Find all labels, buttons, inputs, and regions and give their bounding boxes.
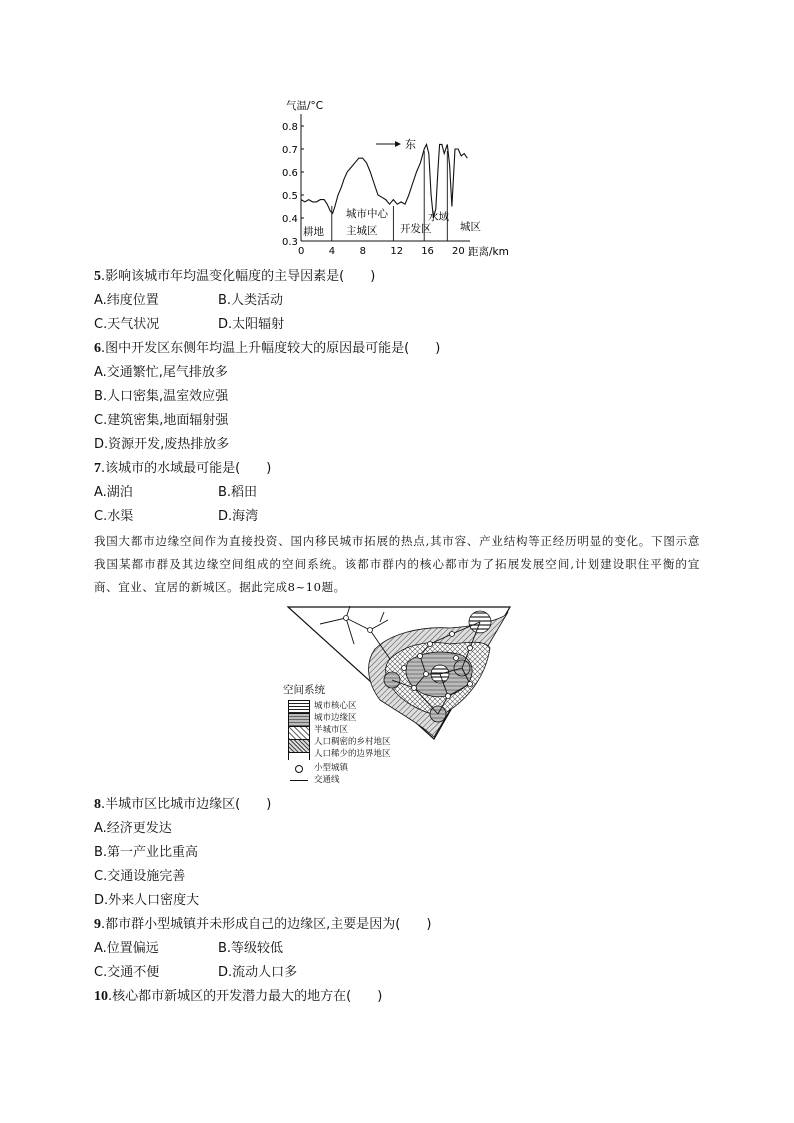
y-tick-label: 0.6 — [282, 168, 298, 179]
legend-town: 小型城镇 — [314, 763, 349, 773]
x-tick-label: 4 — [328, 246, 336, 257]
east-label: 东 — [405, 138, 416, 151]
q9-option-b[interactable]: B.等级较低 — [218, 941, 284, 956]
town-symbol-icon — [295, 765, 303, 773]
question-7: 7.该城市的水域最可能是( ) — [94, 461, 272, 476]
q5-option-b[interactable]: B.人类活动 — [218, 293, 284, 308]
x-tick-label: 20 — [452, 246, 465, 257]
zone-dev-label: 开发区 — [400, 223, 432, 235]
y-tick-label: 0.7 — [282, 145, 298, 156]
zone-water-label: 水域 — [428, 211, 449, 223]
question-6: 6.图中开发区东侧年均温上升幅度较大的原因最可能是( ) — [94, 341, 441, 356]
q8-option-b[interactable]: B.第一产业比重高 — [94, 845, 199, 860]
x-axis-label: 距离/km — [468, 246, 509, 258]
question-5: 5.影响该城市年均温变化幅度的主导因素是( ) — [94, 269, 376, 284]
y-tick-label: 0.4 — [282, 214, 298, 225]
q5-option-a[interactable]: A.纬度位置 — [94, 293, 159, 308]
legend-item-border: 人口稀少的边界地区 — [314, 749, 391, 759]
q9-option-d[interactable]: D.流动人口多 — [218, 965, 298, 980]
y-tick-label: 0.8 — [282, 122, 298, 133]
legend-item-edge: 城市边缘区 — [314, 713, 357, 723]
temperature-profile-chart — [280, 96, 520, 261]
q6-option-d[interactable]: D.资源开发,废热排放多 — [94, 437, 230, 452]
q7-option-d[interactable]: D.海湾 — [218, 509, 259, 524]
question-9: 9.都市群小型城镇并未形成自己的边缘区,主要是因为( ) — [94, 917, 432, 932]
zone-center-label-1: 城市中心 — [346, 208, 388, 220]
question-8: 8.半城市区比城市边缘区( ) — [94, 797, 272, 812]
q8-option-d[interactable]: D.外来人口密度大 — [94, 893, 200, 908]
reading-passage: 我国大都市边缘空间作为直接投资、国内移民城市拓展的热点,其市容、产业结构等正经历明显的变化。下图示意我国某都市群及其边缘空间组成的空间系统。该都市群内的核心都市为了拓展发展空间,计划建设职住平衡的宜商、宜业、宜居的新城区。据此完成8~10题。 — [94, 534, 700, 594]
legend-box — [288, 700, 310, 760]
legend-title: 空间系统 — [283, 684, 325, 696]
x-tick-label: 16 — [421, 246, 434, 257]
road-symbol-icon — [290, 780, 308, 781]
q7-option-b[interactable]: B.稻田 — [218, 485, 258, 500]
legend-item-semi: 半城市区 — [314, 725, 349, 735]
zone-urban-label: 城区 — [460, 221, 481, 233]
x-tick-label: 12 — [390, 246, 404, 257]
q9-option-a[interactable]: A.位置偏远 — [94, 941, 159, 956]
y-tick-label: 0.5 — [282, 191, 298, 202]
q7-option-c[interactable]: C.水渠 — [94, 509, 134, 524]
y-tick-label: 0.3 — [282, 237, 298, 248]
q5-option-d[interactable]: D.太阳辐射 — [218, 317, 285, 332]
zone-center-label-2: 主城区 — [346, 225, 378, 237]
zone-farmland-label: 耕地 — [303, 226, 324, 238]
temperature-line — [301, 144, 467, 218]
x-tick-label: 8 — [359, 246, 366, 257]
x-tick-label: 0 — [298, 246, 305, 257]
legend-item-rural: 人口稠密的乡村地区 — [314, 737, 391, 747]
q5-option-c[interactable]: C.天气状况 — [94, 317, 160, 332]
legend-item-core: 城市核心区 — [314, 701, 357, 711]
y-axis-label: 气温/°C — [286, 100, 324, 112]
q6-option-b[interactable]: B.人口密集,温室效应强 — [94, 389, 229, 404]
legend-road: 交通线 — [314, 775, 340, 785]
q7-option-a[interactable]: A.湖泊 — [94, 485, 133, 500]
q9-option-c[interactable]: C.交通不便 — [94, 965, 160, 980]
q6-option-c[interactable]: C.建筑密集,地面辐射强 — [94, 413, 229, 428]
q8-option-c[interactable]: C.交通设施完善 — [94, 869, 186, 884]
q6-option-a[interactable]: A.交通繁忙,尾气排放多 — [94, 365, 228, 380]
q8-option-a[interactable]: A.经济更发达 — [94, 821, 172, 836]
question-10: 10.核心都市新城区的开发潜力最大的地方在( ) — [94, 989, 383, 1004]
